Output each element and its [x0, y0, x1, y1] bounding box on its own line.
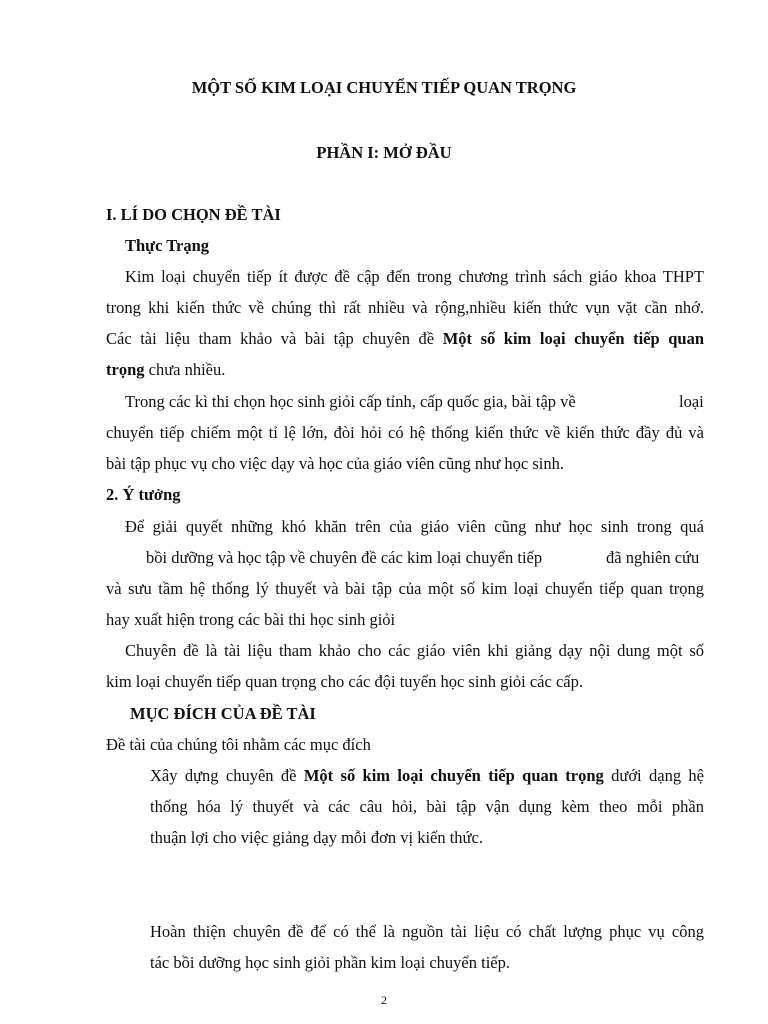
text-segment: chưa nhiều.: [148, 360, 226, 379]
emphasized-topic: Một số kim loại chuyển tiếp quan: [442, 329, 704, 348]
list-item-line: tác bồi dưỡng học sinh giỏi phần kim loại chuyển tiếp.: [150, 953, 510, 972]
list-item-line: thuận lợi cho việc giảng dạy mỗi đơn vị kiến thức.: [150, 828, 483, 847]
text-segment: Các tài liệu tham khảo và bài tập chuyên đề: [106, 329, 435, 348]
paragraph-line: Chuyên đề là tài liệu tham khảo cho các giáo viên khi giảng dạy nội dung một số: [125, 641, 704, 660]
emphasized-topic: trọng: [106, 360, 145, 379]
document-title: MỘT SỐ KIM LOẠI CHUYỂN TIẾP QUAN TRỌNG: [191, 78, 577, 97]
paragraph-line: Kim loại chuyển tiếp ít được đề cập đến trong chương trình sách giáo khoa THPT: [125, 267, 704, 286]
section-heading-reason: I. LÍ DO CHỌN ĐỀ TÀI: [106, 205, 281, 224]
paragraph-line-end: đã nghiên cứu: [606, 548, 700, 567]
paragraph-line: chuyển tiếp chiếm một tỉ lệ lớn, đòi hỏi có hệ thống kiến thức về kiến thức đầy đủ và: [106, 423, 704, 442]
list-item-line: [150, 766, 704, 786]
paragraph-line: hay xuất hiện trong các bài thi học sinh giỏi: [106, 610, 396, 629]
part-heading: PHẦN I: MỞ ĐẦU: [316, 143, 452, 162]
paragraph-line: trong khi kiến thức về chúng thì rất nhiều và rộng,nhiều kiến thức vụn vặt cần nhớ.: [106, 298, 704, 317]
section-heading-purpose: MỤC ĐÍCH CỦA ĐỀ TÀI: [130, 704, 316, 723]
paragraph-line: Để giải quyết những khó khăn trên của giáo viên cũng như học sinh trong quá: [125, 517, 704, 536]
paragraph-line: [106, 360, 225, 380]
paragraph-line: bồi dưỡng và học tập về chuyên đề các kim loại chuyển tiếp: [146, 548, 543, 567]
text-segment: dưới dạng hệ: [611, 766, 704, 785]
paragraph-line: [106, 329, 704, 349]
list-item-line: Hoàn thiện chuyên đề để có thể là nguồn tài liệu có chất lượng phục vụ công: [150, 922, 704, 941]
section-heading-idea: 2. Ý tưởng: [106, 485, 181, 504]
paragraph-line: kim loại chuyển tiếp quan trọng cho các đội tuyển học sinh giỏi các cấp.: [106, 672, 583, 691]
paragraph-line: Trong các kì thi chọn học sinh giỏi cấp tỉnh, cấp quốc gia, bài tập về: [125, 392, 576, 411]
paragraph-line-end: loại: [679, 392, 704, 411]
paragraph-line: và sưu tầm hệ thống lý thuyết và bài tập của một số kim loại chuyển tiếp quan trọng: [106, 579, 704, 598]
text-segment: Xây dựng chuyên đề: [150, 766, 297, 785]
paragraph-line: Đề tài của chúng tôi nhằm các mục đích: [106, 735, 371, 754]
list-item-line: thống hóa lý thuyết và các câu hỏi, bài tập vận dụng kèm theo mỗi phần: [150, 797, 704, 816]
emphasized-topic: Một số kim loại chuyển tiếp quan trọng: [303, 766, 604, 785]
page-number: 2: [381, 993, 387, 1007]
subheading-current-situation: Thực Trạng: [125, 236, 210, 255]
paragraph-line: bài tập phục vụ cho việc dạy và học của giáo viên cũng như học sinh.: [106, 454, 564, 473]
